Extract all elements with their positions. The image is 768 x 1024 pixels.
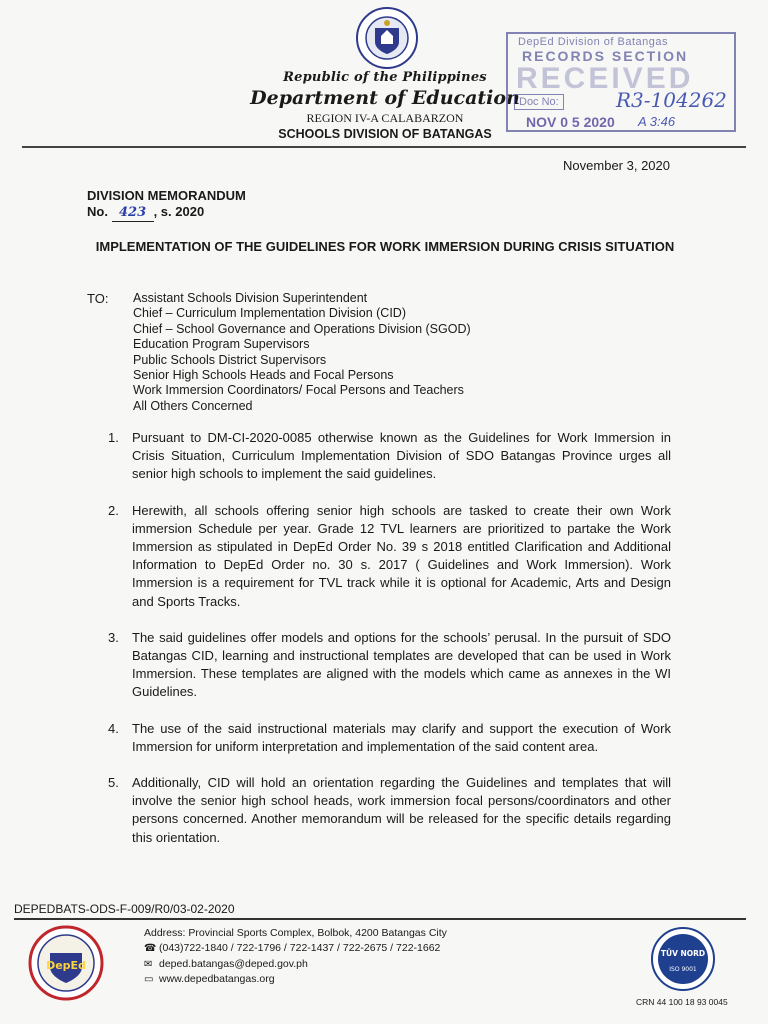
letterhead	[230, 70, 540, 141]
stamp-time: A 3:46	[638, 114, 676, 129]
recipient-item: Education Program Supervisors	[133, 337, 310, 352]
logo-left-text: DepEd	[46, 959, 86, 972]
stamp-docno-value: R3-104262	[616, 88, 727, 112]
stamp-docno-label: Doc No:	[514, 94, 564, 110]
region-name: REGION IV-A CALABARZON	[306, 111, 464, 125]
tuv-nord-iso-logo-icon	[650, 926, 716, 992]
logo-right-text: TÜV NORD	[660, 949, 706, 958]
footer-divider	[14, 918, 746, 920]
paragraph-text: Additionally, CID will hold an orientation regarding the Guidelines and templates that will involve the senior high school heads, work immersion focal persons/coordinators and other persons concerned. Another memorandum will be released for the specific details regarding this orientation.	[132, 775, 671, 845]
stamp-date: NOV 0 5 2020	[526, 114, 615, 130]
paragraph-text: Herewith, all schools offering senior high schools are tasked to create their own Work immersion Schedule per year. Grade 12 TVL learners are prioritized to partake the Work Immersion as stipulated in DepEd Order No. 39 s 2018 entitled Clarification and Additional Information to DepEd Order no. 30 s. 2017 ( Guidelines and Work Immersion). Work Immersion is a requirement for TVL track while it is optional for Academic, Arts and Design and Sports Tracks.	[132, 502, 671, 609]
paragraph-number: 3.	[108, 629, 119, 645]
recipient-list	[133, 291, 471, 414]
recipient-item: Chief – Curriculum Implementation Division (CID)	[133, 306, 406, 321]
footer-address: Address: Provincial Sports Complex, Bolbok, 4200 Batangas City	[144, 927, 447, 939]
recipient-item: All Others Concerned	[133, 398, 253, 413]
republic-line: Republic of the Philippines	[283, 70, 487, 85]
footer-website: ▭ www.depedbatangas.org	[144, 972, 447, 987]
paragraph-text: The said guidelines offer models and options for the schools’ perusal. In the pursuit of SDO Batangas CID, learning and instructional templates are developed that can be used in Work Immersion. These templates are aligned with the models which came as annexes in the WI Guidelines.	[132, 629, 671, 700]
memo-paragraph	[108, 429, 671, 484]
deped-batangas-logo-icon	[28, 925, 104, 1001]
paragraph-text: Pursuant to DM-CI-2020-0085 otherwise known as the Guidelines for Work Immersion in Crisis Situation, Curriculum Implementation Division of SDO Batangas Province urges all senior high schools to implement the said guidelines.	[132, 430, 671, 482]
stamp-section: RECORDS SECTION	[522, 48, 689, 64]
footer-phone: ☎ (043)722-1840 / 722-1796 / 722-1437 / 722-2675 / 722-1662	[144, 941, 447, 956]
memo-paragraph	[108, 629, 671, 702]
memo-no-label: No.	[87, 204, 108, 219]
document-reference: DEPEDBATS-ODS-F-009/R0/03-02-2020	[14, 902, 235, 916]
paragraph-text: The use of the said instructional materials may clarify and support the execution of Work Immersion for uniform interpretation and implementation of the said content area.	[132, 720, 671, 754]
memo-body	[108, 429, 671, 865]
footer-email: ✉ deped.batangas@deped.gov.ph	[144, 957, 447, 972]
memo-series: , s. 2020	[153, 204, 205, 219]
memo-paragraph	[108, 774, 671, 847]
memo-date: November 3, 2020	[563, 158, 670, 173]
memo-paragraph	[108, 502, 671, 611]
stamp-received: RECEIVED	[516, 62, 694, 95]
recipient-item: Assistant Schools Division Superintendent	[133, 291, 368, 305]
memo-type: DIVISION MEMORANDUM	[87, 188, 246, 203]
phone-icon: ☎	[144, 943, 157, 955]
logo-right-sub: ISO 9001	[669, 966, 697, 973]
computer-icon: ▭	[144, 973, 154, 985]
memo-number	[87, 204, 246, 222]
paragraph-number: 2.	[108, 502, 119, 518]
recipient-item: Chief – School Governance and Operations Division (SGOD)	[133, 321, 471, 336]
paragraph-number: 4.	[108, 720, 119, 736]
paragraph-number: 1.	[108, 430, 119, 445]
email-icon: ✉	[144, 958, 153, 970]
recipient-item: Senior High Schools Heads and Focal Persons	[133, 368, 394, 383]
stamp-office: DepEd Division of Batangas	[518, 36, 668, 48]
memo-no-value: 423	[119, 205, 147, 220]
memo-title: IMPLEMENTATION OF THE GUIDELINES FOR WORK IMMERSION DURING CRISIS SITUATION	[95, 239, 675, 254]
paragraph-number: 5.	[108, 775, 119, 791]
footer-contact	[144, 926, 447, 987]
recipient-item: Public Schools District Supervisors	[133, 352, 327, 367]
deped-seal-icon	[355, 6, 419, 70]
division-name: SCHOOLS DIVISION OF BATANGAS	[278, 127, 492, 141]
header-divider	[22, 146, 746, 148]
certificate-number: CRN 44 100 18 93 0045	[636, 997, 728, 1007]
received-stamp	[506, 32, 736, 132]
recipient-item: Work Immersion Coordinators/ Focal Persons and Teachers	[133, 383, 464, 398]
department-name: Department of Education	[250, 87, 520, 109]
memo-paragraph	[108, 720, 671, 756]
memo-heading	[87, 188, 246, 222]
to-label: TO:	[87, 291, 109, 306]
